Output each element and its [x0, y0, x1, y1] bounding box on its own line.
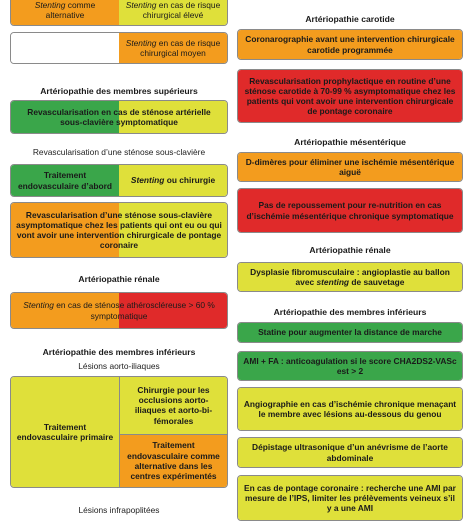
subclavian-asymptomatic-box [10, 202, 228, 258]
angiography-box [237, 387, 463, 431]
stenting-high-risk-cell: Stenting en cas de risque chirurgical élevé [119, 0, 227, 25]
left-top-row-2 [10, 32, 228, 64]
renal-stenting-box [10, 292, 228, 329]
aaa-screening-box [237, 437, 463, 468]
mesenteric-nutrition-cell: Pas de repoussement pour re-nutrition en cas d’ischémie mésentérique chronique symptomatique [238, 189, 462, 232]
mesenteric-title: Artériopathie mésentérique [294, 137, 406, 147]
endovascular-primary-cell: Traitement endovasculaire primaire [11, 377, 119, 487]
surgery-occlusions-cell: Chirurgie pour les occlusions aorto-iliaques et aorto-bi-fémorales [119, 377, 227, 434]
stenting-medium-risk-cell: Stenting en cas de risque chirurgical moyen [119, 33, 227, 63]
renal-left-title: Artériopathie rénale [78, 274, 160, 284]
left-top-row-1 [10, 0, 228, 26]
carotid-box-2 [237, 69, 463, 123]
upper-limb-row [10, 164, 228, 197]
angiography-cell: Angiographie en cas d’ischémie chronique menaçant le membre avec lésions au-dessous du genou [238, 388, 462, 430]
infrapopliteal-subtitle: Lésions infrapoplitées [78, 505, 160, 515]
carotid-title: Artériopathie carotide [305, 14, 395, 24]
aorto-iliac-right-stack [119, 377, 227, 487]
renal-stenting-cell: Stenting en cas de sténose athéroscléreuse > 60 % symptomatique [11, 293, 227, 328]
upper-limb-revascularization-cell: Revascularisation en cas de sténose artérielle sous-clavière symptomatique [11, 101, 227, 133]
lower-limb-left-title: Artériopathie des membres inférieurs [42, 347, 196, 357]
upper-limb-box [10, 100, 228, 134]
anticoagulation-cell: AMI + FA : anticoagulation si le score CHA2DS2-VASc est > 2 [238, 352, 462, 380]
stenting-or-surgery-cell: Stenting ou chirurgie [119, 165, 227, 196]
stenting-alternative-cell: Stenting comme alternative [11, 0, 119, 25]
carotid-coronarography-cell: Coronarographie avant une intervention chirurgicale carotide programmée [238, 30, 462, 59]
mesenteric-box-2 [237, 188, 463, 233]
statin-cell: Statine pour augmenter la distance de marche [238, 323, 462, 342]
subclavian-asymptomatic-cell: Revascularisation d’une sténose sous-clavière asymptomatique chez les patients qui ont eu ou qui vont avoir une intervention chirurgicale de pontage coronaire [11, 203, 227, 257]
fibromuscular-dysplasia-cell: Dysplasie fibromusculaire : angioplastie au ballon avec stenting de sauvetage [238, 263, 462, 291]
lower-limb-right-title: Artériopathie des membres inférieurs [273, 307, 427, 317]
endovascular-first-cell: Traitement endovasculaire d’abord [11, 165, 119, 196]
empty-cell [11, 33, 119, 63]
anticoagulation-box [237, 351, 463, 381]
aaa-screening-cell: Dépistage ultrasonique d’un anévrisme de l’aorte abdominale [238, 438, 462, 467]
fibromuscular-box [237, 262, 463, 292]
renal-right-title: Artériopathie rénale [309, 245, 391, 255]
aorto-iliac-box [10, 376, 228, 488]
d-dimers-cell: D-dimères pour éliminer une ischémie mésentérique aiguë [238, 153, 462, 181]
aorto-iliac-subtitle: Lésions aorto-iliaques [78, 361, 160, 371]
carotid-revascularization-cell: Revascularisation prophylactique en routine d’une sténose carotide à 70-99 % asymptomatique chez les patients qui vont avoir une intervention chirurgicale de pontage coronaire [238, 70, 462, 122]
endovascular-alternative-cell: Traitement endovasculaire comme alternative dans les centres expérimentés [119, 434, 227, 487]
statin-box [237, 322, 463, 343]
cabg-box [237, 475, 463, 521]
upper-limb-title: Artériopathie des membres supérieurs [40, 86, 198, 96]
cabg-abi-cell: En cas de pontage coronaire : recherche une AMI par mesure de l’IPS, limiter les prélèvements veineux s’il y a une AMI [238, 476, 462, 520]
upper-limb-subtitle: Revascularisation d’une sténose sous-clavière [32, 147, 206, 157]
mesenteric-box-1 [237, 152, 463, 182]
carotid-box-1 [237, 29, 463, 60]
